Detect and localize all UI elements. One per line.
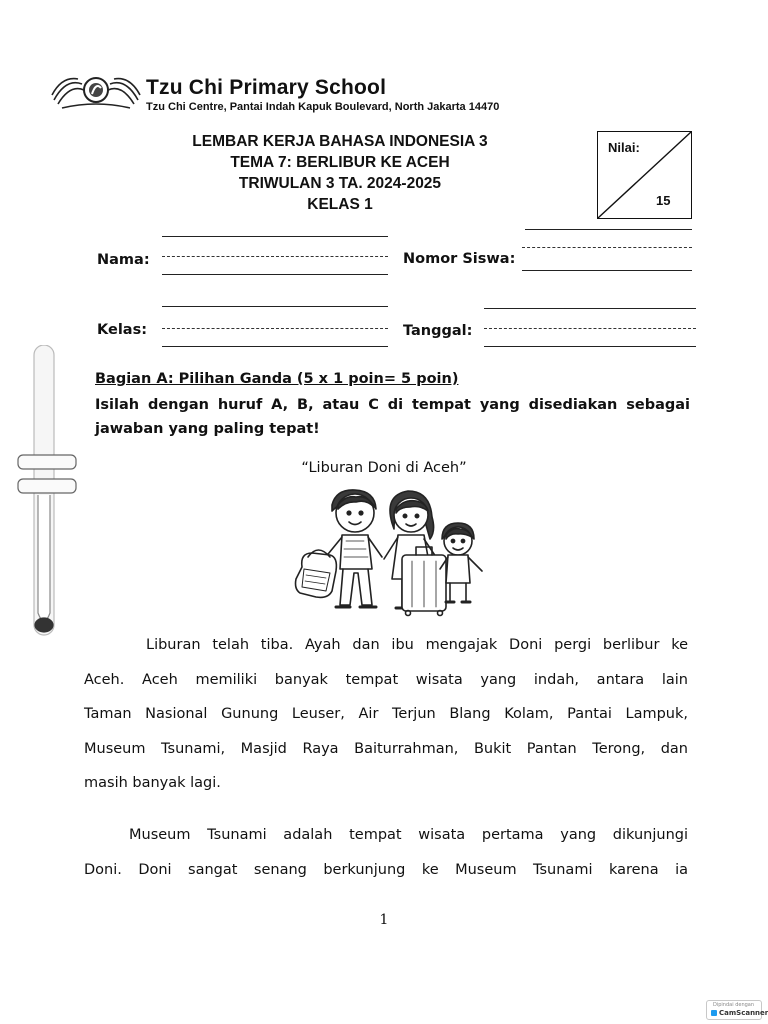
camscanner-caption: Dipindai dengan xyxy=(713,1002,755,1008)
name-field[interactable] xyxy=(162,256,388,257)
student-number-label: Nomor Siswa: xyxy=(403,251,516,267)
date-field[interactable] xyxy=(484,328,696,329)
title-line: TEMA 7: BERLIBUR KE ACEH xyxy=(230,154,450,171)
section-a-instruction: Isilah dengan huruf A, B, atau C di tempat yang disediakan sebagai jawaban yang paling tepat! xyxy=(95,397,690,437)
worksheet-title xyxy=(140,131,540,215)
score-max: 15 xyxy=(656,193,671,208)
school-name: Tzu Chi Primary School xyxy=(146,76,387,99)
story-paragraph-1 xyxy=(84,628,688,801)
binder-clip xyxy=(16,345,78,645)
school-address: Tzu Chi Centre, Pantai Indah Kapuk Boulevard, North Jakarta 14470 xyxy=(146,101,500,113)
story-line: Doni. Doni sangat senang berkunjung ke Museum Tsunami karena ia xyxy=(84,861,688,878)
field-rule xyxy=(522,247,692,248)
family-travel-illustration xyxy=(280,483,495,618)
title-line: TRIWULAN 3 TA. 2024-2025 xyxy=(238,175,442,192)
class-field[interactable] xyxy=(162,328,388,329)
field-rule xyxy=(484,346,696,347)
score-rule xyxy=(525,229,692,230)
date-label: Tanggal: xyxy=(403,323,473,339)
story-paragraph-2 xyxy=(84,818,688,887)
field-rule xyxy=(162,274,388,275)
field-rule xyxy=(484,308,696,309)
student-number-field[interactable] xyxy=(522,270,692,271)
school-logo xyxy=(48,70,144,116)
field-rule xyxy=(162,306,388,307)
score-label: Nilai: xyxy=(608,140,640,155)
camscanner-brand xyxy=(711,1009,768,1017)
camscanner-icon xyxy=(711,1010,717,1016)
camscanner-badge xyxy=(706,1000,768,1020)
story-line: Museum Tsunami, Masjid Raya Baiturrahman, Bukit Pantan Terong, dan xyxy=(84,740,688,757)
story-line: Liburan telah tiba. Ayah dan ibu mengajak Doni pergi berlibur ke xyxy=(146,637,688,653)
class-label: Kelas: xyxy=(97,322,147,338)
story-title: “Liburan Doni di Aceh” xyxy=(301,460,467,476)
title-line: LEMBAR KERJA BAHASA INDONESIA 3 xyxy=(192,133,488,150)
story-line: Aceh. Aceh memiliki banyak tempat wisata yang indah, antara lain xyxy=(84,671,688,688)
title-line: KELAS 1 xyxy=(307,196,373,213)
story-line: Museum Tsunami adalah tempat wisata pertama yang dikunjungi xyxy=(129,827,688,843)
field-rule xyxy=(162,346,388,347)
story-line: masih banyak lagi. xyxy=(84,775,221,791)
name-label: Nama: xyxy=(97,252,150,268)
field-rule xyxy=(162,236,388,237)
section-a-title: Bagian A: Pilihan Ganda (5 x 1 poin= 5 poin) xyxy=(95,371,459,387)
page-number: 1 xyxy=(379,912,389,928)
story-line: Taman Nasional Gunung Leuser, Air Terjun Blang Kolam, Pantai Lampuk, xyxy=(84,706,688,722)
camscanner-brand-text: CamScanner xyxy=(719,1009,768,1017)
